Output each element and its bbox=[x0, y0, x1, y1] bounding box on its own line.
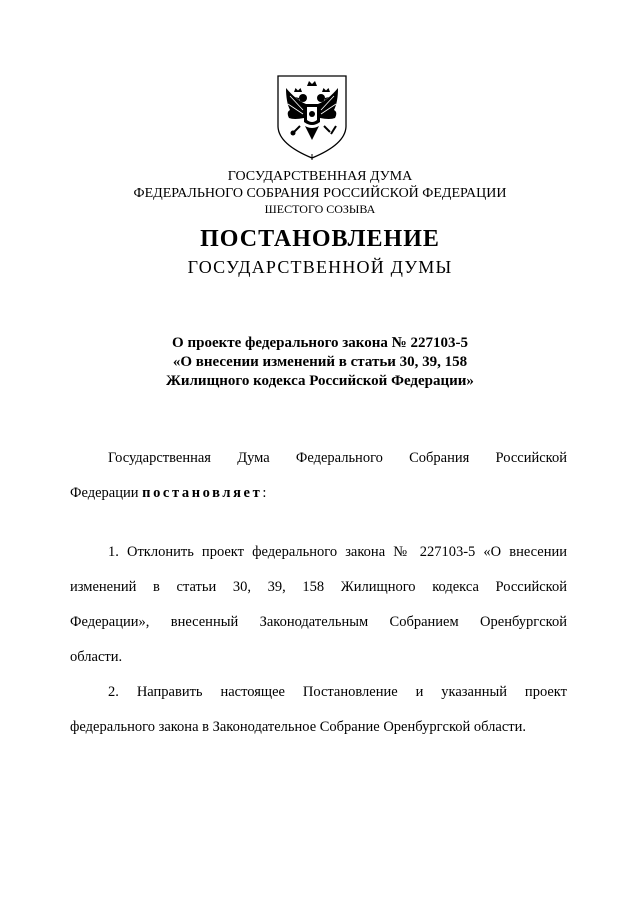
item-2-line-1: 2. Направить настоящее Постановление и указанный проект bbox=[108, 684, 567, 700]
preamble-line-2 bbox=[70, 484, 567, 502]
decree-verb: постановляет bbox=[142, 485, 263, 501]
item-2-line-2: федерального закона в Законодательное Собрание Оренбургской области. bbox=[70, 719, 526, 735]
subject-line-3: Жилищного кодекса Российской Федерации» bbox=[166, 373, 474, 389]
preamble-text: Федерации bbox=[70, 485, 143, 501]
convocation-line: ШЕСТОГО СОЗЫВА bbox=[264, 202, 376, 216]
item-1-line-1: 1. Отклонить проект федерального закона № 227103-5 «О внесении bbox=[108, 544, 567, 560]
item-1-line-3: Федерации», внесенный Законодательным Собранием Оренбургской bbox=[70, 614, 567, 630]
issuer-line-1: ГОСУДАРСТВЕННАЯ ДУМА bbox=[227, 169, 413, 184]
preamble-line-1: Государственная Дума Федерального Собрания Российской bbox=[108, 450, 567, 466]
subject-line-2: «О внесении изменений в статьи 30, 39, 158 bbox=[172, 354, 468, 370]
subject-line-1: О проекте федерального закона № 227103-5 bbox=[172, 335, 468, 351]
document-subtitle: ГОСУДАРСТВЕННОЙ ДУМЫ bbox=[187, 257, 453, 277]
preamble-colon: : bbox=[262, 485, 267, 501]
item-1-line-4: области. bbox=[70, 649, 123, 665]
item-1-line-2: изменений в статьи 30, 39, 158 Жилищного кодекса Российской bbox=[70, 579, 567, 595]
issuer-line-2: ФЕДЕРАЛЬНОГО СОБРАНИЯ РОССИЙСКОЙ ФЕДЕРАЦИИ bbox=[133, 186, 507, 201]
document-title: ПОСТАНОВЛЕНИЕ bbox=[200, 226, 440, 252]
coat-of-arms-icon bbox=[276, 74, 348, 160]
